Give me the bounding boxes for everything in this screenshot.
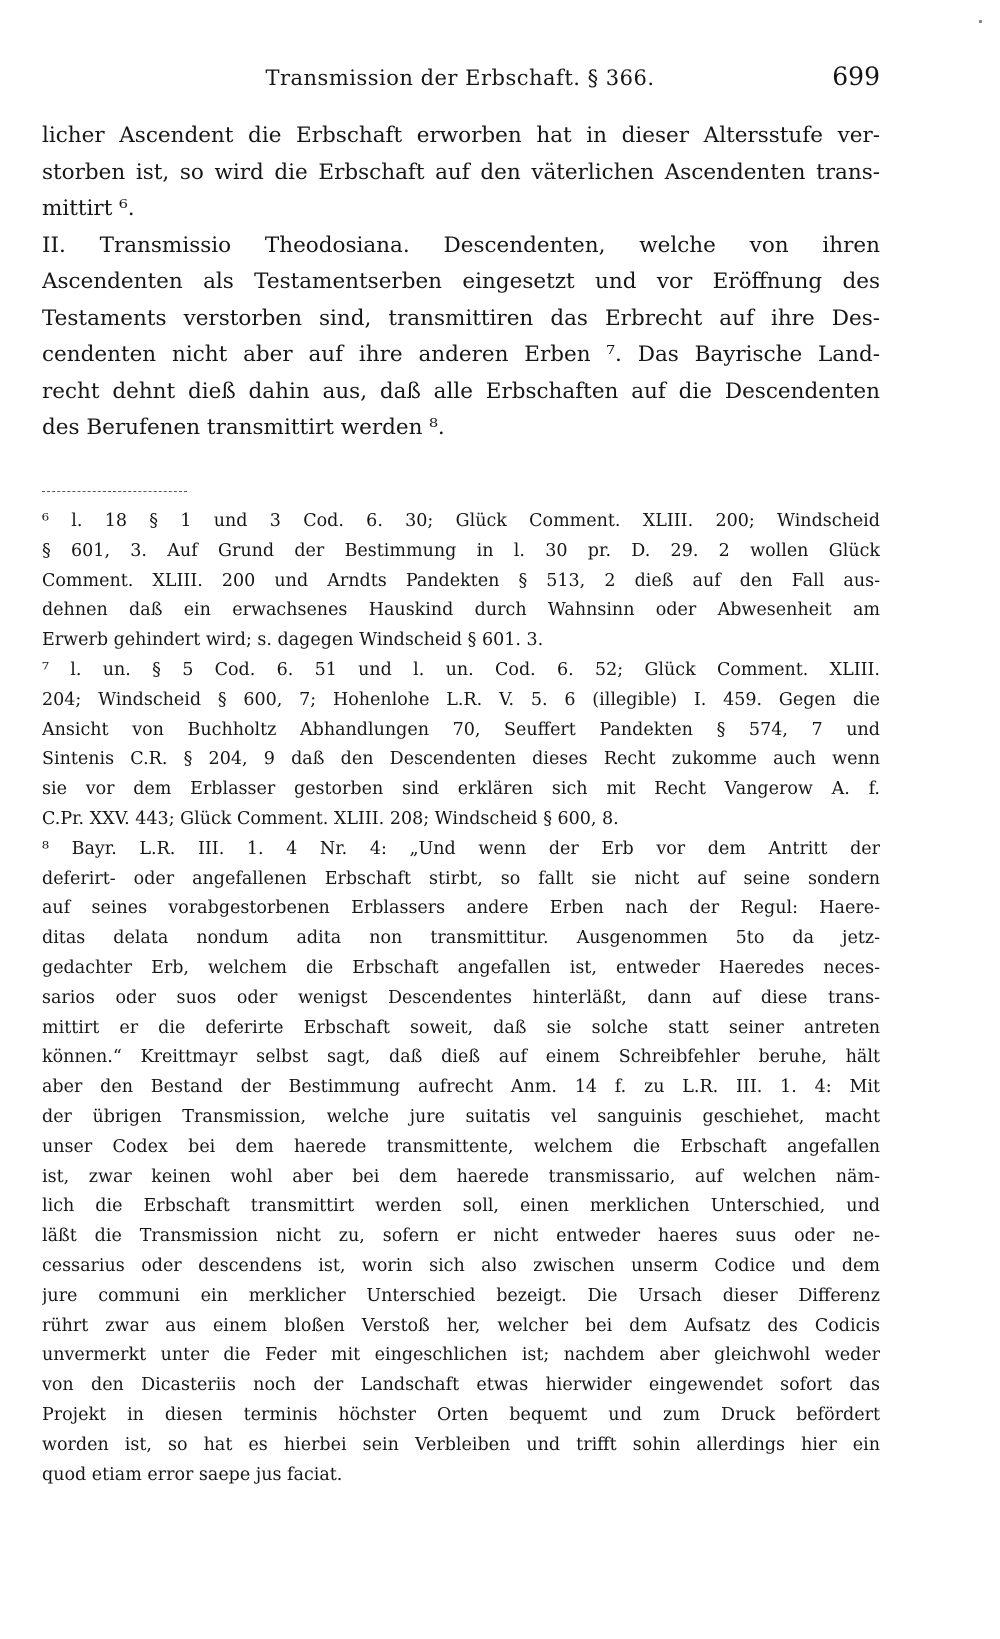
footnote-line: § 601, 3. Auf Grund der Bestimmung in l. 30 pr. D. 29. 2 wollen Glück — [42, 540, 880, 561]
footnote-separator — [42, 491, 187, 492]
page-header — [40, 62, 880, 102]
footnote-line: dehnen daß ein erwachsenes Hauskind durch Wahnsinn oder Abwesenheit am — [42, 600, 880, 621]
text-line: Ascendenten als Testamentserben eingesetzt und vor Eröffnung des — [42, 269, 880, 294]
footnote-line: Erwerb gehindert wird; s. dagegen Windscheid § 601. 3. — [42, 630, 544, 651]
footnote-line: Comment. XLIII. 200 und Arndts Pandekten § 513, 2 dieß auf den Fall aus- — [42, 570, 880, 591]
footnote-line: worden ist, so hat es hierbei sein Verbleiben und trifft sohin allerdings hier ein — [42, 1434, 880, 1455]
footnote-line: unvermerkt unter die Feder mit eingeschlichen ist; nachdem aber gleichwohl weder — [42, 1345, 880, 1366]
footnote-line: cessarius oder descendens ist, worin sich also zwischen unserm Codice und dem — [42, 1255, 880, 1276]
text-line: Testaments verstorben sind, transmittiren das Erbrecht auf ihre Des- — [42, 305, 880, 331]
footnote-line: ⁷ l. un. § 5 Cod. 6. 51 und l. un. Cod. 6. 52; Glück Comment. XLIII. — [42, 659, 880, 680]
footnote-line: 204; Windscheid § 600, 7; Hohenlohe L.R. V. 5. 6 (illegible) I. 459. Gegen die — [42, 689, 880, 710]
footnote-line: von den Dicasteriis noch der Landschaft etwas hierwider eingewendet sofort das — [42, 1375, 880, 1396]
text-line: mittirt ⁶. — [42, 196, 135, 221]
footnote-line: ist, zwar keinen wohl aber bei dem haerede transmissario, auf welchen näm- — [42, 1166, 880, 1187]
running-title: Transmission der Erbschaft. § 366. — [265, 66, 655, 90]
footnote-line: Sintenis C.R. § 204, 9 daß den Descendenten dieses Recht zukomme auch wenn — [42, 749, 880, 770]
footnote-line: gedachter Erb, welchem die Erbschaft angefallen ist, entweder Haeredes neces- — [42, 957, 880, 978]
footnote-line: auf seines vorabgestorbenen Erblassers andere Erben nach der Regul: Haere- — [42, 898, 880, 919]
text-line: II. Transmissio Theodosiana. Descendenten, welche von ihren — [42, 232, 880, 258]
footnote-line: lich die Erbschaft transmittirt werden soll, einen merklichen Unterschied, und — [42, 1196, 880, 1217]
text-line: licher Ascendent die Erbschaft erworben hat in dieser Altersstufe ver- — [42, 123, 880, 148]
footnote-line: C.Pr. XXV. 443; Glück Comment. XLIII. 208; Windscheid § 600, 8. — [42, 808, 619, 829]
footnote-line: unser Codex bei dem haerede transmittente, welchem die Erbschaft angefallen — [42, 1136, 880, 1157]
footnote-line: ⁸ Bayr. L.R. III. 1. 4 Nr. 4: „Und wenn der Erb vor dem Antritt der — [42, 838, 880, 859]
footnote-line: der übrigen Transmission, welche jure suitatis vel sanguinis geschiehet, macht — [42, 1106, 880, 1127]
footnote-line: mittirt er die deferirte Erbschaft soweit, daß sie solche statt seiner antreten — [42, 1017, 880, 1038]
scan-speck — [979, 20, 982, 23]
footnote-line: ⁶ l. 18 § 1 und 3 Cod. 6. 30; Glück Comment. XLIII. 200; Windscheid — [42, 511, 880, 531]
text-line: storben ist, so wird die Erbschaft auf den väterlichen Ascendenten trans- — [42, 159, 880, 185]
footnote-line: quod etiam error saepe jus faciat. — [42, 1464, 343, 1485]
main-text — [42, 118, 880, 447]
page-number: 699 — [832, 62, 880, 91]
footnote-line: aber den Bestand der Bestimmung aufrecht Anm. 14 f. zu L.R. III. 1. 4: Mit — [42, 1077, 880, 1098]
footnote-line: können.“ Kreittmayr selbst sagt, daß dieß auf einem Schreibfehler beruhe, hält — [42, 1047, 880, 1068]
text-line: des Berufenen transmittirt werden ⁸. — [42, 415, 445, 440]
text-line: cendenten nicht aber auf ihre anderen Erben ⁷. Das Bayrische Land- — [42, 342, 880, 367]
footnote-line: läßt die Transmission nicht zu, sofern er nicht entweder haeres suus oder ne- — [42, 1226, 880, 1247]
footnote-line: sarios oder suos oder wenigst Descendentes hinterläßt, dann auf diese trans- — [42, 987, 880, 1008]
footnote-line: jure communi ein merklicher Unterschied bezeigt. Die Ursach dieser Differenz — [42, 1285, 880, 1306]
footnote-line: sie vor dem Erblasser gestorben sind erklären sich mit Recht Vangerow A. f. — [42, 779, 880, 800]
footnote-line: rührt zwar aus einem bloßen Verstoß her, welcher bei dem Aufsatz des Codicis — [42, 1315, 880, 1336]
footnote-line: ditas delata nondum adita non transmittitur. Ausgenommen 5to da jetz- — [42, 928, 880, 949]
footnote-line: deferirt- oder angefallenen Erbschaft stirbt, so fallt sie nicht auf seine sondern — [42, 868, 880, 889]
footnote-line: Projekt in diesen terminis höchster Orten bequemt und zum Druck befördert — [42, 1404, 880, 1425]
footnotes — [42, 507, 880, 1490]
text-line: recht dehnt dieß dahin aus, daß alle Erbschaften auf die Descendenten — [42, 378, 880, 404]
footnote-line: Ansicht von Buchholtz Abhandlungen 70, Seuffert Pandekten § 574, 7 und — [42, 719, 880, 740]
